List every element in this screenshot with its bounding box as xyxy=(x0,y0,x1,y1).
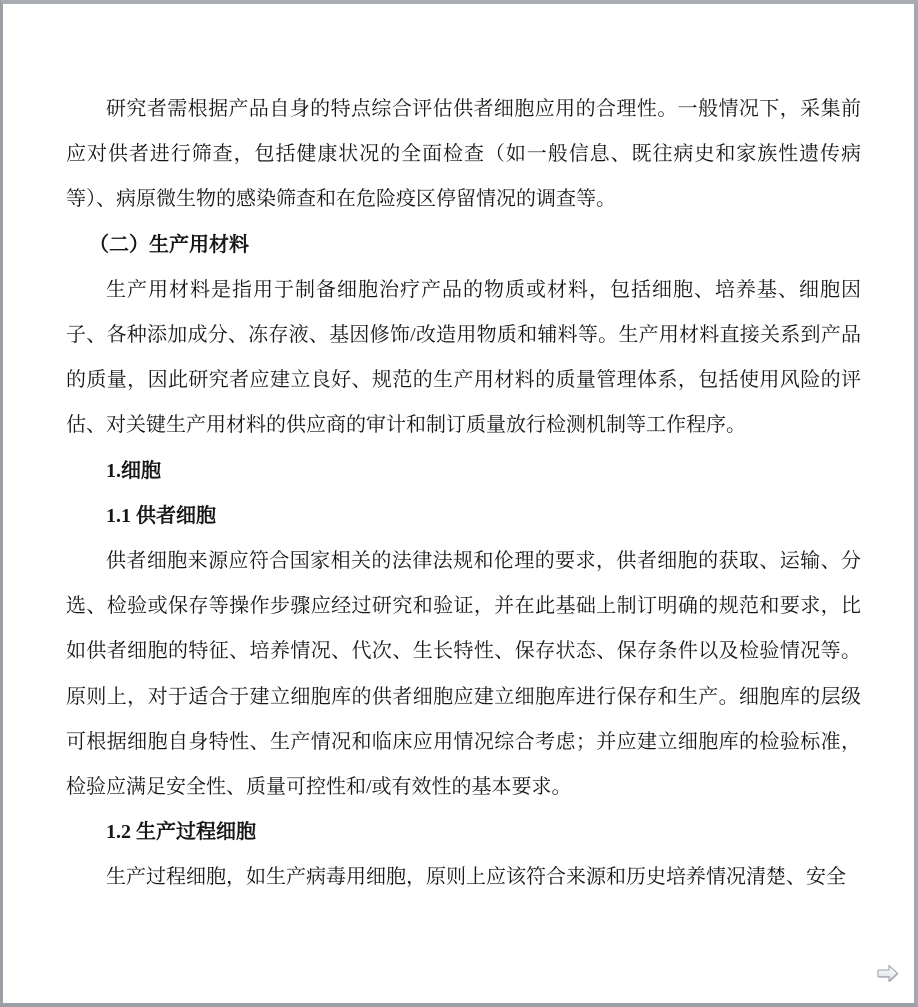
paragraph-production-process-cells: 生产过程细胞，如生产病毒用细胞，原则上应该符合来源和历史培养情况清楚、安全 xyxy=(106,866,846,889)
heading-production-materials: （二）生产用材料 xyxy=(89,233,249,256)
next-page-button[interactable] xyxy=(876,963,900,984)
heading-1-2-production-process-cells: 1.2 生产过程细胞 xyxy=(106,821,256,844)
paragraph-donor-cells: 供者细胞来源应符合国家相关的法律法规和伦理的要求，供者细胞的获取、运输、分选、检验或保存等操作步骤应经过研究和验证，并在此基础上制订明确的规范和要求，比如供者细胞的特征、培养情况、代次、生长特性、保存状态、保存条件以及检验情况等。原则上，对于适合于建立细胞库的供者细胞应建立细胞库进行保存和生产。细胞库的层级可根据细胞自身特性、生产情况和临床应用情况综合考虑；并应建立细胞库的检验标准，检验应满足安全性、质量可控性和/或有效性的基本要求。 xyxy=(66,550,861,799)
heading-1-cells: 1.细胞 xyxy=(106,459,161,482)
heading-1-1-donor-cells: 1.1 供者细胞 xyxy=(106,504,216,527)
document-content xyxy=(66,87,861,901)
paragraph-production-materials: 生产用材料是指用于制备细胞治疗产品的物质或材料，包括细胞、培养基、细胞因子、各种添加成分、冻存液、基因修饰/改造用物质和辅料等。生产用材料直接关系到产品的质量，因此研究者应建立良好、规范的生产用材料的质量管理体系，包括使用风险的评估、对关键生产用材料的供应商的审计和制订质量放行检测机制等工作程序。 xyxy=(66,278,861,437)
paragraph-donor-screening: 研究者需根据产品自身的特点综合评估供者细胞应用的合理性。一般情况下，采集前应对供者进行筛查，包括健康状况的全面检查（如一般信息、既往病史和家族性遗传病等）、病原微生物的感染筛查和在危险疫区停留情况的调查等。 xyxy=(66,98,861,211)
arrow-right-icon xyxy=(876,963,900,984)
